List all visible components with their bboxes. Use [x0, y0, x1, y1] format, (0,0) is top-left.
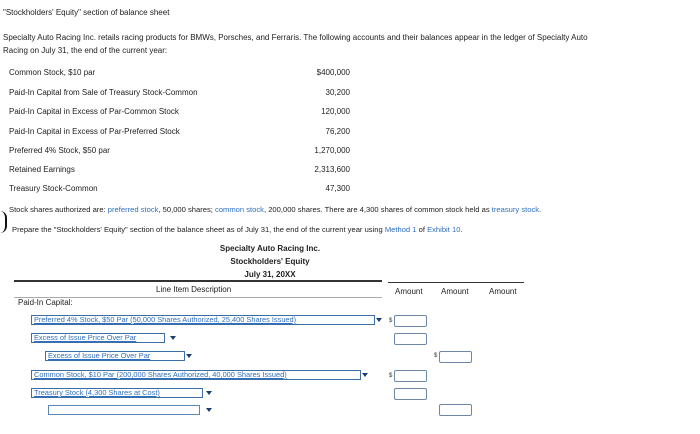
authorized-mid1: , 50,000 shares;	[158, 205, 216, 214]
account-value: 1,270,000	[314, 146, 350, 155]
account-label: Paid-In Capital from Sale of Treasury Stock-Common	[9, 88, 198, 97]
amount-rule	[388, 282, 524, 283]
col-line-item-description: Line Item Description	[156, 285, 232, 294]
amount-input-excess-preferred[interactable]	[394, 333, 427, 345]
section-title: "Stockholders' Equity" section of balance sheet	[3, 8, 170, 17]
dollar-sign: $	[389, 373, 393, 379]
account-label: Retained Earnings	[9, 165, 75, 174]
account-value: 30,200	[325, 88, 350, 97]
chevron-down-icon[interactable]	[186, 354, 192, 358]
question-marker	[0, 211, 7, 233]
exhibit-link[interactable]: Exhibit 10	[427, 225, 461, 234]
paid-in-capital-label: Paid-In Capital:	[18, 298, 73, 307]
statement-company: Specialty Auto Racing Inc.	[219, 244, 321, 253]
instruction-end: .	[460, 225, 463, 234]
account-label: Preferred 4% Stock, $50 par	[9, 146, 110, 155]
instruction-of: of	[416, 225, 428, 234]
line-item-dropdown-excess-preferred[interactable]: Excess of Issue Price Over Par	[31, 333, 165, 343]
term-preferred-stock[interactable]: preferred stock	[107, 205, 159, 214]
dollar-sign: $	[434, 353, 438, 359]
instruction	[12, 225, 463, 234]
statement-date: July 31, 20XX	[244, 270, 296, 279]
account-value: $400,000	[316, 68, 350, 77]
authorized-prefix: Stock shares authorized are:	[9, 205, 108, 214]
account-value: 76,200	[325, 127, 350, 136]
line-item-dropdown-preferred[interactable]: Preferred 4% Stock, $50 Par (50,000 Shares Authorized, 25,400 Shares Issued)	[31, 315, 375, 325]
authorized-mid2: , 200,000 shares. There are 4,300 shares of common stock held as	[263, 205, 492, 214]
chevron-down-icon[interactable]	[376, 318, 382, 322]
account-label: Paid-In Capital in Excess of Par-Common Stock	[9, 107, 179, 116]
authorized-sentence	[9, 205, 541, 214]
amount-input-treasury[interactable]	[394, 388, 427, 400]
intro-line-1: Specialty Auto Racing Inc. retails racing products for BMWs, Porsches, and Ferraris. The following accounts and their balances appear in the ledger of Specialty Auto	[3, 33, 588, 42]
chevron-down-icon[interactable]	[170, 336, 176, 340]
chevron-down-icon[interactable]	[206, 408, 212, 412]
chevron-down-icon[interactable]	[206, 391, 212, 395]
authorized-end: .	[539, 205, 542, 214]
instruction-text: Prepare the "Stockholders' Equity" section of the balance sheet as of July 31, the end of the current year using	[12, 225, 385, 234]
statement-title: Stockholders' Equity	[230, 257, 310, 266]
account-value: 47,300	[325, 184, 350, 193]
line-item-dropdown-treasury[interactable]: Treasury Stock (4,300 Shares at Cost)	[31, 388, 203, 398]
line-item-dropdown-excess[interactable]: Excess of Issue Price Over Par	[45, 351, 185, 361]
method-link[interactable]: Method 1	[384, 225, 417, 234]
account-value: 2,313,600	[314, 165, 350, 174]
amount-input-total[interactable]	[439, 404, 472, 416]
amount-input-common[interactable]	[394, 370, 427, 382]
amount-input-excess-total[interactable]	[439, 351, 472, 363]
dollar-sign: $	[389, 318, 393, 324]
account-label: Paid-In Capital in Excess of Par-Preferred Stock	[9, 127, 180, 136]
term-common-stock[interactable]: common stock	[215, 205, 264, 214]
term-treasury-stock[interactable]: treasury stock	[491, 205, 540, 214]
intro-line-2: Racing on July 31, the end of the current year:	[3, 46, 168, 55]
account-value: 120,000	[321, 107, 350, 116]
line-item-dropdown-common[interactable]: Common Stock, $10 Par (200,000 Shares Authorized, 40,000 Shares Issued)	[31, 370, 361, 380]
amount-input-preferred[interactable]	[394, 315, 427, 327]
header-rule	[14, 280, 382, 282]
account-label: Treasury Stock-Common	[9, 184, 98, 193]
line-item-dropdown-blank[interactable]	[48, 405, 200, 415]
chevron-down-icon[interactable]	[362, 373, 368, 377]
account-label: Common Stock, $10 par	[9, 68, 96, 77]
col-amount-1: Amount	[395, 287, 423, 296]
col-amount-3: Amount	[489, 287, 517, 296]
col-amount-2: Amount	[441, 287, 469, 296]
